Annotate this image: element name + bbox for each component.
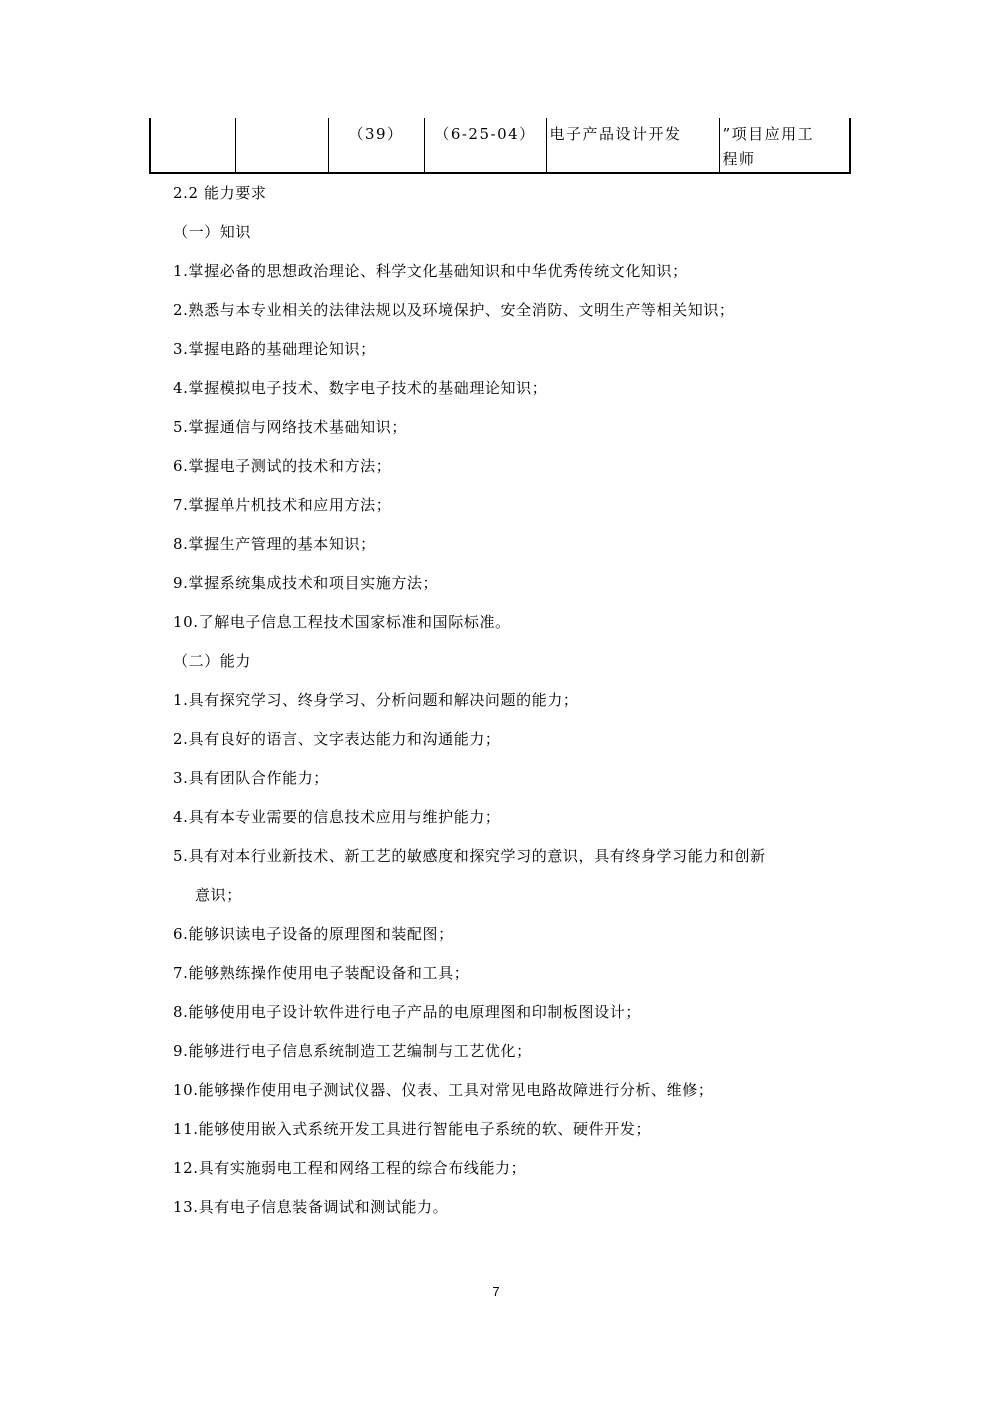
table-cell: [150, 118, 235, 173]
ability-heading: （二）能力: [173, 652, 252, 670]
ability-item: 1.具有探究学习、终身学习、分析问题和解决问题的能力；: [173, 691, 579, 709]
knowledge-item: 9.掌握系统集成技术和项目实施方法；: [173, 574, 439, 592]
knowledge-item: 4.掌握模拟电子技术、数字电子技术的基础理论知识；: [173, 379, 548, 397]
table-row: [150, 118, 850, 173]
ability-item: 9.能够进行电子信息系统制造工艺编制与工艺优化；: [173, 1042, 532, 1060]
table-cell-occupation-code: （6-25-04）: [424, 118, 546, 173]
knowledge-item: 8.掌握生产管理的基本知识；: [173, 535, 376, 553]
ability-item: 10.能够操作使用电子测试仪器、仪表、工具对常见电路故障进行分析、维修；: [173, 1081, 714, 1099]
page-number: 7: [492, 1284, 500, 1299]
ability-item: 5.具有对本行业新技术、新工艺的敏感度和探究学习的意识，具有终身学习能力和创新: [173, 847, 766, 865]
knowledge-item: 5.掌握通信与网络技术基础知识；: [173, 418, 407, 436]
ability-item-continuation: 意识；: [195, 886, 242, 904]
ability-item: 11.能够使用嵌入式系统开发工具进行智能电子系统的软、硬件开发；: [173, 1120, 652, 1138]
table-cell: [235, 118, 328, 173]
ability-item: 2.具有良好的语言、文字表达能力和沟通能力；: [173, 730, 501, 748]
knowledge-item: 6.掌握电子测试的技术和方法；: [173, 457, 392, 475]
ability-item: 3.具有团队合作能力；: [173, 769, 329, 787]
ability-item: 8.能够使用电子设计软件进行电子产品的电原理图和印制板图设计；: [173, 1003, 641, 1021]
table-cell-code: （39）: [328, 118, 424, 173]
ability-item: 6.能够识读电子设备的原理图和装配图；: [173, 925, 454, 943]
knowledge-heading: （一）知识: [173, 223, 252, 241]
knowledge-item: 10.了解电子信息工程技术国家标准和国际标准。: [173, 613, 511, 631]
knowledge-item: 1.掌握必备的思想政治理论、科学文化基础知识和中华优秀传统文化知识；: [173, 262, 688, 280]
knowledge-item: 3.掌握电路的基础理论知识；: [173, 340, 376, 358]
ability-item: 13.具有电子信息装备调试和测试能力。: [173, 1198, 449, 1216]
knowledge-item: 2.熟悉与本专业相关的法律法规以及环境保护、安全消防、文明生产等相关知识；: [173, 301, 735, 319]
occupation-table-fragment: [149, 118, 851, 174]
knowledge-item: 7.掌握单片机技术和应用方法；: [173, 496, 392, 514]
ability-item: 7.能够熟练操作使用电子装配设备和工具；: [173, 964, 470, 982]
table-cell-role: ”项目应用工 程师: [719, 118, 850, 173]
section-title: 2.2 能力要求: [173, 184, 267, 202]
ability-item: 12.具有实施弱电工程和网络工程的综合布线能力；: [173, 1159, 527, 1177]
table-cell-field: 电子产品设计开发: [546, 118, 719, 173]
ability-item: 4.具有本专业需要的信息技术应用与维护能力；: [173, 808, 501, 826]
